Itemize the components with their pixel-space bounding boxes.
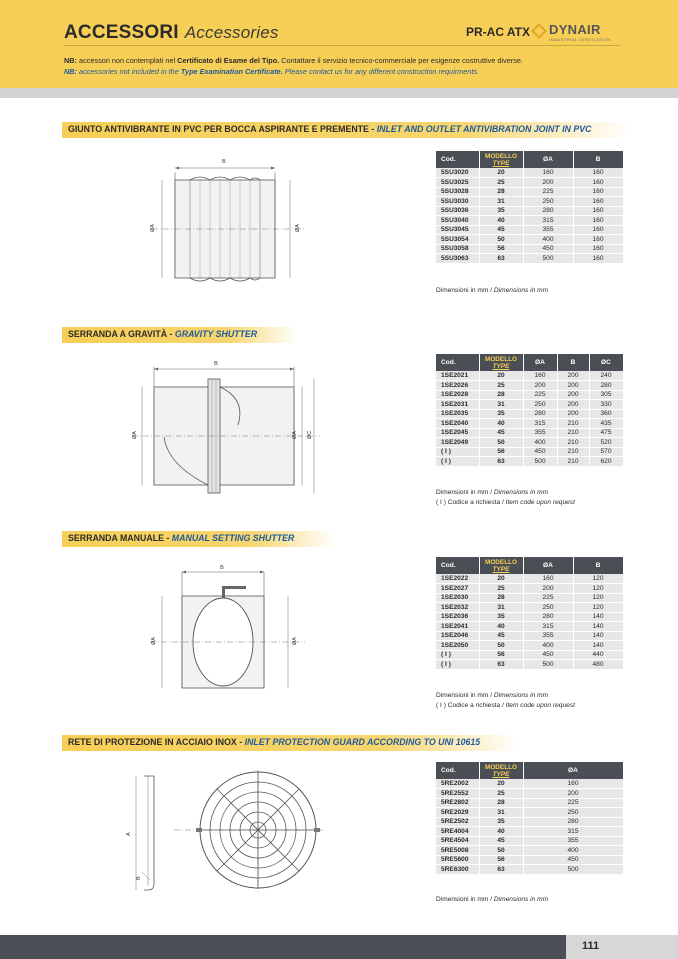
table-cell: 450 (523, 855, 623, 865)
table-cell: 160 (523, 168, 573, 178)
table-cell: 5SU3040 (436, 216, 479, 226)
table-cell: 1SE2026 (436, 381, 479, 391)
svg-text:A: A (126, 832, 132, 836)
table-row (436, 419, 623, 429)
table-cell: 31 (479, 197, 523, 207)
table-cell: 315 (523, 216, 573, 226)
table-cell: 120 (573, 593, 623, 603)
logo-mark-icon (531, 23, 547, 39)
protection-guard-drawing (118, 768, 328, 900)
table-row (436, 447, 623, 457)
dimensions-note: Dimensioni in mm / Dimensions in mm (436, 489, 549, 496)
header-band (0, 88, 678, 98)
table-cell: 5SU3058 (436, 244, 479, 254)
table-cell: 160 (573, 206, 623, 216)
table-row (436, 216, 623, 226)
col-header-cod: Cod. (436, 762, 479, 779)
col-header-cod: Cod. (436, 151, 479, 168)
table-cell: 50 (479, 235, 523, 245)
table-cell: 40 (479, 419, 523, 429)
table-row (436, 808, 623, 818)
gravity-shutter-table (436, 354, 624, 467)
table-row (436, 622, 623, 632)
table-row (436, 650, 623, 660)
table-cell: 450 (523, 650, 573, 660)
table-row (436, 235, 623, 245)
table-cell: 140 (573, 612, 623, 622)
table-cell: 31 (479, 400, 523, 410)
table-cell: 200 (557, 400, 589, 410)
table-cell: 20 (479, 779, 523, 789)
table-cell: 435 (589, 419, 623, 429)
table-cell: 280 (523, 817, 623, 827)
svg-text:B: B (214, 361, 218, 367)
table-cell: 225 (523, 593, 573, 603)
table-cell: 500 (523, 254, 573, 264)
table-cell: 160 (523, 371, 557, 381)
table-row (436, 381, 623, 391)
table-row (436, 865, 623, 875)
gravity-shutter-drawing (124, 355, 324, 495)
table-cell: 63 (479, 865, 523, 875)
item-code-note: ( I ) Codice a richiesta / Item code upon request (436, 499, 575, 506)
table-row (436, 641, 623, 651)
table-cell: 5RE2802 (436, 798, 479, 808)
svg-text:B: B (136, 876, 142, 880)
table-cell: 160 (573, 178, 623, 188)
table-cell: 620 (589, 457, 623, 467)
table-cell: 200 (557, 390, 589, 400)
col-header-diam-a: ØA (523, 762, 623, 779)
table-row (436, 187, 623, 197)
table-cell: 315 (523, 419, 557, 429)
header-divider (64, 45, 620, 46)
table-cell: 200 (523, 178, 573, 188)
table-row (436, 798, 623, 808)
table-cell: 400 (523, 235, 573, 245)
table-cell: 25 (479, 178, 523, 188)
table-cell: 140 (573, 622, 623, 632)
table-row (436, 254, 623, 264)
table-cell: 45 (479, 631, 523, 641)
section-title-manual-shutter: SERRANDA MANUALE - MANUAL SETTING SHUTTER (62, 531, 334, 547)
col-header-cod: Cod. (436, 354, 479, 371)
table-cell: 31 (479, 808, 523, 818)
dynair-logo: DYNAIR INDUSTRIAL VENTILATION (531, 22, 619, 44)
table-cell: 160 (573, 168, 623, 178)
table-row (436, 836, 623, 846)
table-cell: 280 (523, 206, 573, 216)
table-cell: 140 (573, 641, 623, 651)
svg-text:ØA: ØA (292, 637, 298, 645)
antivibration-joint-table (436, 151, 624, 264)
table-row (436, 409, 623, 419)
table-cell: 450 (523, 447, 557, 457)
table-row (436, 400, 623, 410)
table-cell: ( I ) (436, 660, 479, 670)
table-row (436, 660, 623, 670)
table-cell: ( I ) (436, 457, 479, 467)
table-cell: 35 (479, 612, 523, 622)
section-title-protection-guard: RETE DI PROTEZIONE IN ACCIAIO INOX - INLET PROTECTION GUARD ACCORDING TO UNI 10615 (62, 735, 520, 751)
table-cell: 25 (479, 381, 523, 391)
table-row (436, 197, 623, 207)
table-cell: 56 (479, 855, 523, 865)
table-cell: 28 (479, 798, 523, 808)
table-cell: 5RE2552 (436, 789, 479, 799)
table-cell: 160 (573, 235, 623, 245)
dimensions-note: Dimensioni in mm / Dimensions in mm (436, 692, 549, 699)
table-cell: 20 (479, 168, 523, 178)
table-cell: 210 (557, 457, 589, 467)
table-cell: 330 (589, 400, 623, 410)
table-cell: 160 (573, 244, 623, 254)
table-cell: 28 (479, 187, 523, 197)
table-cell: 5RE5008 (436, 846, 479, 856)
table-cell: 20 (479, 371, 523, 381)
table-cell: 1SE2031 (436, 400, 479, 410)
table-cell: 25 (479, 584, 523, 594)
table-row (436, 178, 623, 188)
table-row (436, 168, 623, 178)
table-cell: 1SE2040 (436, 419, 479, 429)
col-header-cod: Cod. (436, 557, 479, 574)
table-cell: 63 (479, 254, 523, 264)
svg-text:ØA: ØA (295, 224, 301, 232)
table-cell: 40 (479, 216, 523, 226)
table-cell: 1SE2050 (436, 641, 479, 651)
table-cell: 45 (479, 428, 523, 438)
table-cell: 50 (479, 438, 523, 448)
svg-text:ØC: ØC (307, 430, 313, 439)
table-row (436, 574, 623, 584)
table-cell: 56 (479, 447, 523, 457)
table-row (436, 584, 623, 594)
table-cell: 120 (573, 603, 623, 613)
nb-note-en: NB: accessories not included in the Type Examination Certificate. Please contact us for any different construction requirments. (64, 67, 480, 76)
table-cell: 200 (557, 371, 589, 381)
table-cell: 200 (523, 789, 623, 799)
table-cell: 210 (557, 438, 589, 448)
col-header-diam-a: ØA (523, 354, 557, 371)
svg-text:B: B (220, 565, 224, 571)
table-cell: 355 (523, 631, 573, 641)
col-header-model: MODELLO TYPE (479, 151, 523, 168)
antivibration-joint-drawing (140, 150, 315, 290)
table-row (436, 631, 623, 641)
table-cell: 5RE2029 (436, 808, 479, 818)
table-cell: 63 (479, 457, 523, 467)
page-number: 111 (582, 940, 600, 952)
table-cell: 120 (573, 584, 623, 594)
table-cell: 450 (523, 244, 573, 254)
table-row (436, 371, 623, 381)
table-cell: 5SU3063 (436, 254, 479, 264)
table-cell: 5RE4504 (436, 836, 479, 846)
table-cell: 280 (523, 612, 573, 622)
table-cell: 225 (523, 390, 557, 400)
table-cell: 400 (523, 438, 557, 448)
table-cell: 200 (523, 584, 573, 594)
table-cell: 475 (589, 428, 623, 438)
table-cell: 480 (573, 660, 623, 670)
table-row (436, 779, 623, 789)
table-cell: 250 (523, 400, 557, 410)
table-cell: 31 (479, 603, 523, 613)
item-code-note: ( I ) Codice a richiesta / Item code upon request (436, 702, 575, 709)
table-row (436, 789, 623, 799)
table-cell: 240 (589, 371, 623, 381)
table-cell: 5SU3036 (436, 206, 479, 216)
table-cell: 50 (479, 641, 523, 651)
manual-shutter-table (436, 557, 624, 670)
table-row (436, 206, 623, 216)
table-cell: 400 (523, 641, 573, 651)
table-cell: 315 (523, 622, 573, 632)
table-cell: 200 (557, 381, 589, 391)
section-title-antivibration-joint: GIUNTO ANTIVIBRANTE IN PVC PER BOCCA ASPIRANTE E PREMENTE - INLET AND OUTLET ANTIVIBRATION JOINT IN PVC (62, 122, 631, 138)
page-title: ACCESSORI Accessories (64, 22, 279, 43)
svg-text:B: B (222, 159, 226, 165)
table-row (436, 438, 623, 448)
table-cell: 315 (523, 827, 623, 837)
table-cell: 160 (523, 779, 623, 789)
table-cell: 1SE2028 (436, 390, 479, 400)
table-cell: 28 (479, 390, 523, 400)
table-row (436, 457, 623, 467)
table-cell: 1SE2046 (436, 631, 479, 641)
table-cell: 160 (573, 197, 623, 207)
svg-text:ØA: ØA (292, 431, 298, 439)
svg-text:ØA: ØA (151, 637, 157, 645)
table-cell: 120 (573, 574, 623, 584)
table-cell: 40 (479, 827, 523, 837)
table-row (436, 855, 623, 865)
table-cell: 5SU3030 (436, 197, 479, 207)
table-cell: 5SU3054 (436, 235, 479, 245)
col-header-diam-c: ØC (589, 354, 623, 371)
col-header-diam-a: ØA (523, 557, 573, 574)
table-cell: 160 (523, 574, 573, 584)
table-cell: 570 (589, 447, 623, 457)
table-cell: 5SU3025 (436, 178, 479, 188)
table-cell: 40 (479, 622, 523, 632)
table-row (436, 817, 623, 827)
nb-note-it: NB: accessori non contemplati nel Certificato di Esame del Tipo. Contattare il servizio tecnico-commerciale per esigenze costruttive diverse. (64, 56, 523, 65)
table-row (436, 846, 623, 856)
table-cell: 5RE5600 (436, 855, 479, 865)
model-code: PR-AC ATX (466, 25, 530, 39)
table-cell: 160 (573, 254, 623, 264)
table-cell: 160 (573, 225, 623, 235)
table-cell: 160 (573, 187, 623, 197)
table-cell: 5SU3020 (436, 168, 479, 178)
table-cell: 45 (479, 225, 523, 235)
col-header-b: B (573, 151, 623, 168)
table-cell: 200 (523, 381, 557, 391)
col-header-model: MODELLO TYPE (479, 557, 523, 574)
table-cell: 5SU3045 (436, 225, 479, 235)
table-cell: 210 (557, 419, 589, 429)
table-cell: 400 (523, 846, 623, 856)
table-cell: 500 (523, 865, 623, 875)
table-cell: 1SE2030 (436, 593, 479, 603)
page-subtitle: Accessories (184, 23, 279, 42)
table-cell: 1SE2036 (436, 612, 479, 622)
manual-shutter-drawing (140, 560, 315, 700)
table-cell: 210 (557, 428, 589, 438)
table-row (436, 593, 623, 603)
table-cell: 355 (523, 836, 623, 846)
table-cell: 1SE2041 (436, 622, 479, 632)
table-cell: ( I ) (436, 650, 479, 660)
table-cell: 1SE2045 (436, 428, 479, 438)
table-cell: 56 (479, 244, 523, 254)
table-cell: 280 (589, 381, 623, 391)
table-cell: 200 (557, 409, 589, 419)
table-cell: 1SE2021 (436, 371, 479, 381)
table-row (436, 390, 623, 400)
table-cell: 5RE2502 (436, 817, 479, 827)
col-header-b: B (557, 354, 589, 371)
table-cell: 280 (523, 409, 557, 419)
table-cell: 35 (479, 817, 523, 827)
table-cell: 225 (523, 187, 573, 197)
table-cell: 20 (479, 574, 523, 584)
table-row (436, 428, 623, 438)
table-cell: 5RE6300 (436, 865, 479, 875)
table-cell: 1SE2027 (436, 584, 479, 594)
table-row (436, 603, 623, 613)
table-cell: 305 (589, 390, 623, 400)
table-cell: 35 (479, 206, 523, 216)
table-cell: 50 (479, 846, 523, 856)
table-cell: 25 (479, 789, 523, 799)
table-row (436, 225, 623, 235)
svg-text:ØA: ØA (150, 224, 156, 232)
table-cell: 5SU3028 (436, 187, 479, 197)
table-cell: 225 (523, 798, 623, 808)
table-cell: 250 (523, 197, 573, 207)
table-cell: 28 (479, 593, 523, 603)
table-cell: 440 (573, 650, 623, 660)
table-cell: 210 (557, 447, 589, 457)
table-row (436, 244, 623, 254)
table-cell: 250 (523, 603, 573, 613)
table-cell: 45 (479, 836, 523, 846)
table-cell: 360 (589, 409, 623, 419)
table-cell: 140 (573, 631, 623, 641)
table-row (436, 612, 623, 622)
table-cell: 5RE2002 (436, 779, 479, 789)
table-cell: 500 (523, 457, 557, 467)
table-cell: 5RE4004 (436, 827, 479, 837)
col-header-model: MODELLO TYPE (479, 762, 523, 779)
col-header-diam-a: ØA (523, 151, 573, 168)
svg-text:ØA: ØA (132, 431, 138, 439)
table-cell: 355 (523, 428, 557, 438)
table-cell: 1SE2035 (436, 409, 479, 419)
table-cell: 1SE2049 (436, 438, 479, 448)
table-cell: 35 (479, 409, 523, 419)
table-cell: 355 (523, 225, 573, 235)
table-cell: 520 (589, 438, 623, 448)
col-header-b: B (573, 557, 623, 574)
protection-guard-table (436, 762, 624, 875)
table-row (436, 827, 623, 837)
table-cell: 63 (479, 660, 523, 670)
section-title-gravity-shutter: SERRANDA A GRAVITÀ - GRAVITY SHUTTER (62, 327, 297, 343)
dimensions-note: Dimensioni in mm / Dimensions in mm (436, 896, 549, 903)
dimensions-note: Dimensioni in mm / Dimensions in mm (436, 287, 549, 294)
table-cell: ( I ) (436, 447, 479, 457)
table-cell: 500 (523, 660, 573, 670)
table-cell: 1SE2032 (436, 603, 479, 613)
table-cell: 56 (479, 650, 523, 660)
table-cell: 1SE2022 (436, 574, 479, 584)
table-cell: 160 (573, 216, 623, 226)
table-cell: 250 (523, 808, 623, 818)
col-header-model: MODELLO TYPE (479, 354, 523, 371)
